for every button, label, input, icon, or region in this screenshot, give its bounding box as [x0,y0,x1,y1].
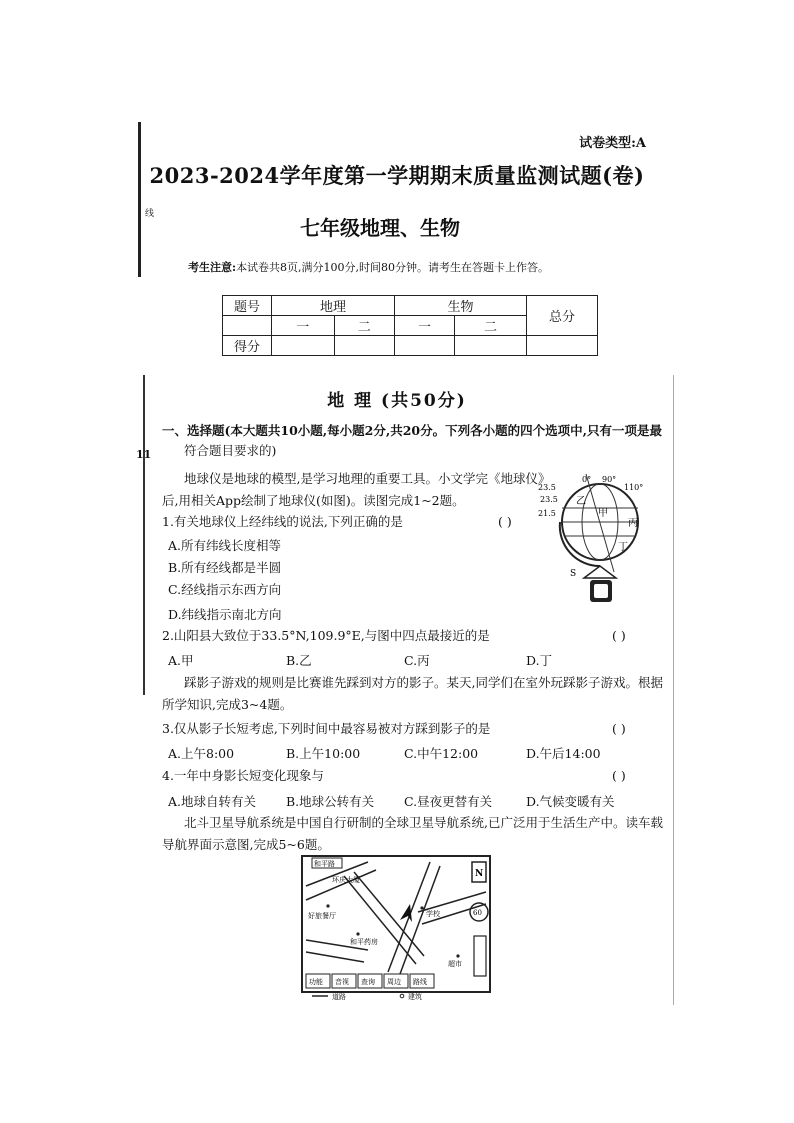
building-school: 学校 [426,910,440,918]
globe-lat-3: 21.5 [538,509,556,518]
score-header-geo: 地理 [272,296,395,316]
q3-option-c: C.中午12:00 [404,746,479,761]
globe-lon-3: 110° [624,483,644,492]
score-row-label: 得分 [223,336,272,356]
score-cell [272,336,335,356]
score-header-total: 总分 [527,296,598,336]
binding-line-2 [143,375,145,695]
binding-line [138,122,141,277]
score-cell [527,336,598,356]
building-restaurant: 好旅餐厅 [308,912,336,920]
north-indicator: N [475,869,484,879]
score-cell [395,336,455,356]
score-sub-geo-2: 二 [334,316,395,336]
q1-option-b: B.所有经线都是半圆 [168,560,282,575]
intro2-line2: 所学知识,完成3~4题。 [162,697,293,712]
q4-stem: 4.一年中身影长短变化现象与 [162,768,324,783]
right-margin-line [673,375,674,1005]
score-sub-bio-2: 二 [455,316,527,336]
globe-lat-2: 23.5 [540,495,558,504]
globe-point-b: 乙 [576,496,586,507]
globe-lon-1: 0° [582,475,592,484]
building-supermarket: 超市 [448,960,462,968]
intro1-line1: 地球仪是地球的模型,是学习地理的重要工具。小文学完《地球仪》 [184,471,551,486]
q2-option-b: B.乙 [286,653,312,668]
globe-south-label: S [570,569,577,579]
paper-type-label: 试卷类型:A [579,136,646,151]
score-cell-empty [223,316,272,336]
nav-button-search[interactable]: 查询 [361,978,375,986]
q1-option-d: D.纬线指示南北方向 [168,607,282,622]
q3-answer-paren[interactable]: ( ) [612,721,626,736]
score-table [222,295,598,356]
q1-stem: 1.有关地球仪上经纬线的说法,下列正确的是 [162,514,403,529]
score-header-number: 题号 [223,296,272,316]
score-sub-geo-1: 一 [272,316,335,336]
q1-option-c: C.经线指示东西方向 [168,582,282,597]
q3-option-b: B.上午10:00 [286,746,361,761]
q1-answer-paren[interactable]: ( ) [498,514,512,529]
q2-stem: 2.山阳县大致位于33.5°N,109.9°E,与图中四点最接近的是 [162,628,490,643]
score-header-bio: 生物 [395,296,527,316]
road-label-heping: 和平路 [314,860,335,868]
score-cell [334,336,395,356]
q4-answer-paren[interactable]: ( ) [612,768,626,783]
building-huanqing: 环庆大厦 [332,876,360,884]
nav-button-route[interactable]: 路线 [413,978,427,986]
page-edge-mark: 11 [136,448,152,461]
globe-point-a: 甲 [598,508,608,519]
nav-button-nearby[interactable]: 周边 [387,978,401,986]
navigation-map [298,852,494,1000]
exam-title: 2023-2024学年度第一学期期末质量监测试题(卷) [149,163,645,188]
q3-stem: 3.仅从影子长短考虑,下列时间中最容易被对方踩到影子的是 [162,721,491,736]
part1-heading: 一、选择题(本大题共10小题,每小题2分,共20分。下列各小题的四个选项中,只有一项是最 [162,423,662,438]
q4-option-c: C.昼夜更替有关 [404,794,493,809]
binding-mark: 线 [143,208,153,217]
speed-limit-value: 60 [473,909,482,917]
nav-button-media[interactable]: 音视 [335,978,349,986]
q2-option-d: D.丁 [526,653,553,668]
q3-option-d: D.午后14:00 [526,746,601,761]
intro3-line1: 北斗卫星导航系统是中国自行研制的全球卫星导航系统,已广泛用于生活生产中。读车载 [184,815,663,830]
notice-label: 考生注意: [188,261,237,274]
globe-figure [538,468,658,608]
score-cell [455,336,527,356]
section-title: 地 理 (共50分) [327,391,467,411]
globe-point-d: 丁 [618,542,628,553]
exam-notice [188,259,549,275]
q2-option-c: C.丙 [404,653,430,668]
globe-point-c: 丙 [628,518,638,529]
q4-option-d: D.气候变暖有关 [526,794,615,809]
q3-option-a: A.上午8:00 [168,746,235,761]
q2-answer-paren[interactable]: ( ) [612,628,626,643]
score-sub-bio-1: 一 [395,316,455,336]
globe-lon-2: 90° [602,475,617,484]
q1-option-a: A.所有纬线长度相等 [168,538,282,553]
intro3-line2: 导航界面示意图,完成5~6题。 [162,837,330,852]
intro1-line2: 后,用相关App绘制了地球仪(如图)。读图完成1~2题。 [162,493,465,508]
q2-option-a: A.甲 [168,653,194,668]
part1-heading-cont: 符合题目要求的) [184,443,277,458]
legend-road: 道路 [332,993,346,1000]
q4-option-b: B.地球公转有关 [286,794,375,809]
nav-button-function[interactable]: 功能 [309,978,323,986]
building-pharmacy: 和平药房 [350,938,378,946]
exam-subtitle: 七年级地理、生物 [300,216,460,240]
intro2-line1: 踩影子游戏的规则是比赛谁先踩到对方的影子。某天,同学们在室外玩踩影子游戏。根据 [184,675,663,690]
globe-lat-1: 23.5 [538,483,556,492]
notice-text: 本试卷共8页,满分100分,时间80分钟。请考生在答题卡上作答。 [236,261,550,274]
legend-building: 建筑 [408,993,422,1000]
q4-option-a: A.地球自转有关 [168,794,257,809]
